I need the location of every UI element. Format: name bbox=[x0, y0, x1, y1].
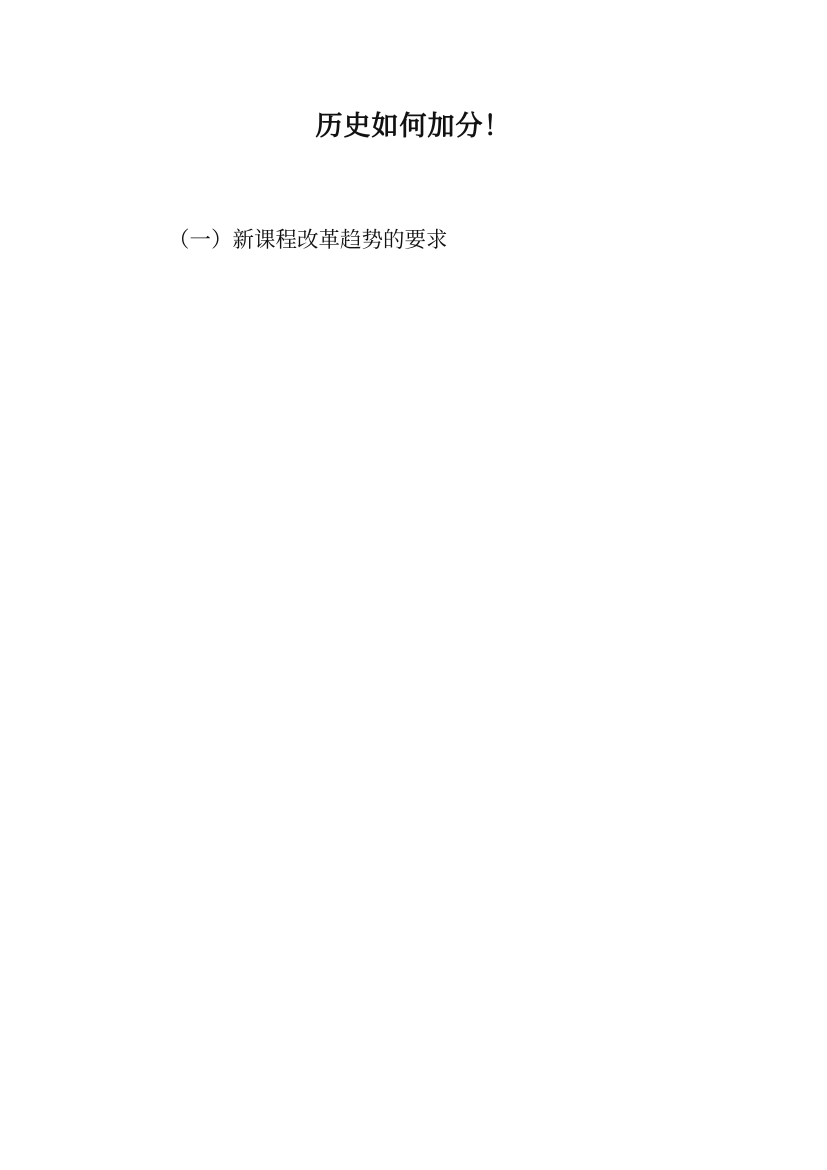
section-heading-text: （一）新课程改革趋势的要求 bbox=[168, 228, 448, 253]
document-title: 历史如何加分！ bbox=[315, 111, 512, 142]
section-heading bbox=[0, 198, 827, 273]
